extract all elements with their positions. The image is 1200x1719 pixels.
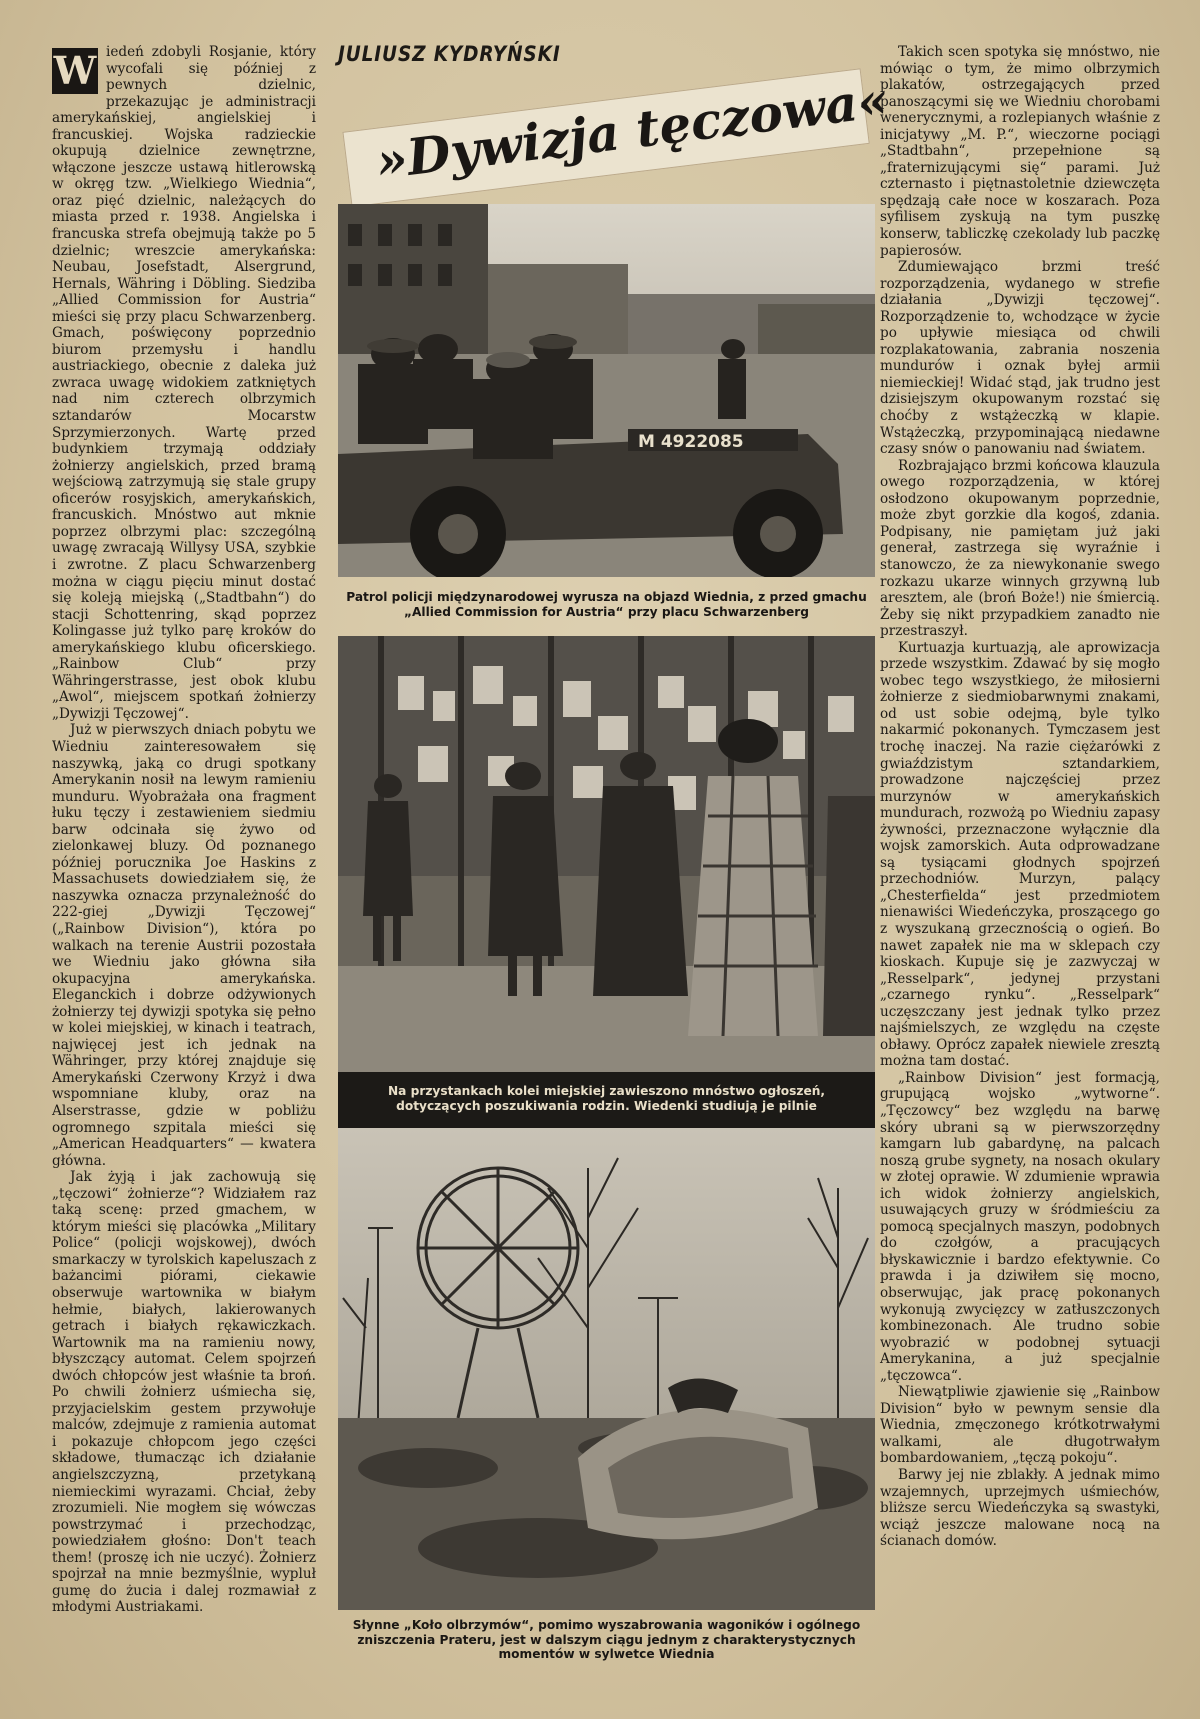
paragraph-text: iedeń zdobyli Rosjanie, który wycofali się później z pewnych dzielnic, przekazując je administracji amerykańskiej, angielskiej i francuskiej. Wojska radzieckie okupują dzielnice zewnętrzne, włączone jeszcze ustawą hitlerowską w okręg tzw. „Wielkiego Wiednia“, oraz pięć dzielnic, należących do miasta przed r. 1938. Angielska i francuska strefa obejmują także po 5 dzielnic; wreszcie amerykańska: Neubau, Josefstadt, Alsergrund, Hernals, Währing i Döbling. Siedziba „Allied Commission for Austria“ mieści się przy placu Schwarzenberg. Gmach, poświęcony poprzednio biurom przemysłu i handlu austriackiego, obecnie z daleka już zwraca uwagę widokiem zatkniętych nad nim czterech olbrzymich sztandarów Mocarstw Sprzymierzonych. Wartę przed budynkiem trzymają oddziały żołnierzy angielskich, przed bramą wejściową zatrzymują się stale grupy oficerów rosyjskich, amerykańskich, francuskich. Mnóstwo aut mknie poprzez olbrzymi plac: szczególną uwagę zwracają Willysy USA, szybkie i zwrotne. Z placu Schwarzenberg można w ciągu pięciu minut dostać się koleją miejską („Stadtbahn“) do stacji Schottenring, skąd poprzez Kolingasse już tylko parę kroków do amerykańskiego klubu oficerskiego. „Rainbow Club“ przy Währingerstrasse, jest obok klubu „Awol“, miejscem spotkań żołnierzy „Dywizji Tęczowej“. [52, 44, 316, 722]
jeep-plate: M 4922085 [638, 432, 744, 452]
paragraph: Rozbrajająco brzmi końcowa klauzula owego rozporządzenia, w której osłodzono okupowanym poprzednie, może zbyt gorzkie dla kogoś, zdania. Podpisany, nie pamiętam już jaki generał, zastrzega się wyraźnie i stanowczo, że za niewykonanie swego rozkazu ukarze winnych grzywną lub aresztem, ale (broń Boże!) nie śmiercią. Żeby się nikt przypadkiem zanadto nie przestraszył. [880, 457, 1160, 640]
paragraph: Niewątpliwie zjawienie się „Rainbow Division“ było w pewnym sensie dla Wiednia, zmęczonego krótkotrwałymi walkami, ale długotrwałym bombardowaniem, „tęczą pokoju“. [880, 1384, 1160, 1467]
drop-cap: W [53, 48, 97, 93]
author-name: JULIUSZ KYDRYŃSKI [338, 42, 561, 66]
paragraph [52, 44, 316, 722]
article-title: »Dywizja tęczowa« [372, 69, 892, 191]
paragraph: Takich scen spotyka się mnóstwo, nie mówiąc o tym, że mimo olbrzymich plakatów, ostrzegających przed panoszącymi się we Wiedniu chorobami wenerycznymi, a rozlepianych właśnie z inicjatywy „M. P.“, wieczorne pociągi „Stadtbahn“, przepełnione są „fraternizującymi się“ parami. Już czternasto i piętnastoletnie dziewczęta spędzają całe noce w koszarach. Poza syfilisem zyskują na tym puszkę konserw, tabliczkę czekolady lub paczkę papierosów. [880, 44, 1160, 259]
caption-jeep: Patrol policji międzynarodowej wyrusza na objazd Wiednia, z przed gmachu „Allied Commission for Austria“ przy placu Schwarzenberg [346, 590, 867, 619]
photo-ferris-wheel [338, 1128, 875, 1610]
article-column-left [52, 44, 316, 1616]
photo-jeep-patrol [338, 204, 875, 577]
paragraph: Kurtuazja kurtuazją, ale aprowizacja przede wszystkim. Zdawać by się mogło wobec tego wszystkiego, że miłosierni żołnierze z siedmiobarwnymi znakami, od ust sobie odejmą, byle tylko nakarmić pokonanych. Tymczasem jest trochę inaczej. Na razie ciężarówki z gwiaździstym sztandarkiem, prowadzone najczęściej przez murzynów w amerykańskich mundurach, rozwożą po Wiedniu zapasy żywności, przeznaczone wyłącznie dla wojsk zamorskich. Auta odprowadzane są tysiącami głodnych spojrzeń przechodniów. Murzyn, palący „Chesterfielda“ jest przedmiotem nienawiści Wiedeńczyka, proszącego go z wyszukaną grzecznością o ogień. Bo nawet zapałek nie ma w sklepach czy kioskach. Kupuje się je zazwyczaj w „Resselpark“, jedynej przystani „czarnego rynku“. „Resselpark“ uczęszczany jest jednak tylko przez najśmielszych, ze względu na częste obławy. Oprócz zapałek niewiele zresztą można tam dostać. [880, 639, 1160, 1070]
paragraph: „Rainbow Division“ jest formacją, grupującą wojsko „wytworne“. „Tęczowcy“ bez względu na barwę skóry ubrani są w pierwszorzędny kamgarn lub gabardynę, na palcach noszą grube sygnety, na nosach okulary w złotej oprawie. W zdumienie wprawia ich widok żołnierzy angielskich, usuwających gruzy w śródmieściu za pomocą specjalnych maszyn, podobnych do czołgów, a pracujących błyskawicznie i bardzo efektywnie. Co prawda i ja dziwiłem się mocno, obserwując, jak pracę pokonanych wykonują zwycięzcy w zatłuszczonych kombinezonach. Ale trudno sobie wyobrazić w podobnej sytuacji Amerykanina, a już specjalnie „tęczowca“. [880, 1069, 1160, 1384]
paragraph: Zdumiewająco brzmi treść rozporządzenia, wydanego w strefie działania „Dywizji tęczowej“. Rozporządzenie to, wchodzące w życie po upływie miesiąca od chwili rozplakatowania, zabrania noszenia mundurów i oznak byłej armii niemieckiej! Widać stąd, jak trudno jest dzisiejszym okupowanym rozstać się choćby z wstążeczką w klapie. Wstążeczką, przypominającą niedawne czasy snów o panowaniu nad światem. [880, 259, 1160, 458]
paragraph: Jak żyją i jak zachowują się „tęczowi“ żołnierze“? Widziałem raz taką scenę: przed gmachem, w którym mieści się placówka „Military Police“ (policji wojskowej), dwóch smarkaczy w tyrolskich kapeluszach z bażancimi piórami, ciekawie obserwuje wartownika w białym hełmie, białych, lakierowanych getrach i białych rękawiczkach. Wartownik ma na ramieniu nowy, błyszczący automat. Celem spojrzeń dwóch chłopców jest właśnie ta broń. Po chwili żołnierz uśmiecha się, przyjacielskim gestem przywołuje malców, zdejmuje z ramienia automat i pokazuje chłopcom jego części składowe, tłumacząc ich działanie angielszczyzną, przetykaną niemieckimi wyrazami. Chciał, żeby zrozumieli. Nie mogłem się wówczas powstrzymać i przechodząc, powiedziałem głośno: Don't teach them! (proszę ich nie uczyć). Żołnierz spojrzał na mnie bezmyślnie, wypluł gumę do żucia i dalej rozmawiał z młodymi Austriakami. [52, 1169, 316, 1616]
article-column-right [880, 44, 1160, 1550]
caption-wheel: Słynne „Koło olbrzymów“, pomimo wyszabrowania wagoników i ogólnego zniszczenia Prateru, jest w dalszym ciągu jednym z charakterystycznych momentów w sylwetce Wiednia [352, 1618, 861, 1661]
caption-board: Na przystankach kolei miejskiej zawieszono mnóstwo ogłoszeń, dotyczących poszukiwania rodzin. Wiedenki studiują je pilnie [338, 1072, 875, 1128]
paragraph: Już w pierwszych dniach pobytu we Wiedniu zainteresowałem się naszywką, jaką co drugi spotkany Amerykanin nosił na lewym ramieniu munduru. Wyobrażała ona fragment łuku tęczy i zestawieniem siedmiu barw odcinała się żywo od zielonkawej bluzy. Od poznanego później porucznika Joe Haskins z Massachusets dowiedziałem się, że naszywka oznacza przynależność do 222-giej „Dywizji Tęczowej“ („Rainbow Division“), która po walkach na terenie Austrii pozostała we Wiedniu jako główna siła okupacyjna amerykańska. Eleganckich i dobrze odżywionych żołnierzy tej dywizji spotyka się pełno w kolei miejskiej, w kinach i teatrach, najwięcej jest ich jednak na Währinger, przy której znajduje się Amerykański Czerwony Krzyż i dwa wspomniane kluby, oraz na Alserstrasse, gdzie w pobliżu ogromnego szpitala mieści się „American Headquarters“ — kwatera główna. [52, 722, 316, 1169]
paragraph: Barwy jej nie zblakły. A jednak mimo wzajemnych, uprzejmych uśmiechów, bliższe sercu Wiedeńczyka są swastyki, wciąż jeszcze malowane nocą na ścianach domów. [880, 1467, 1160, 1550]
photo-notice-board [338, 636, 875, 1072]
